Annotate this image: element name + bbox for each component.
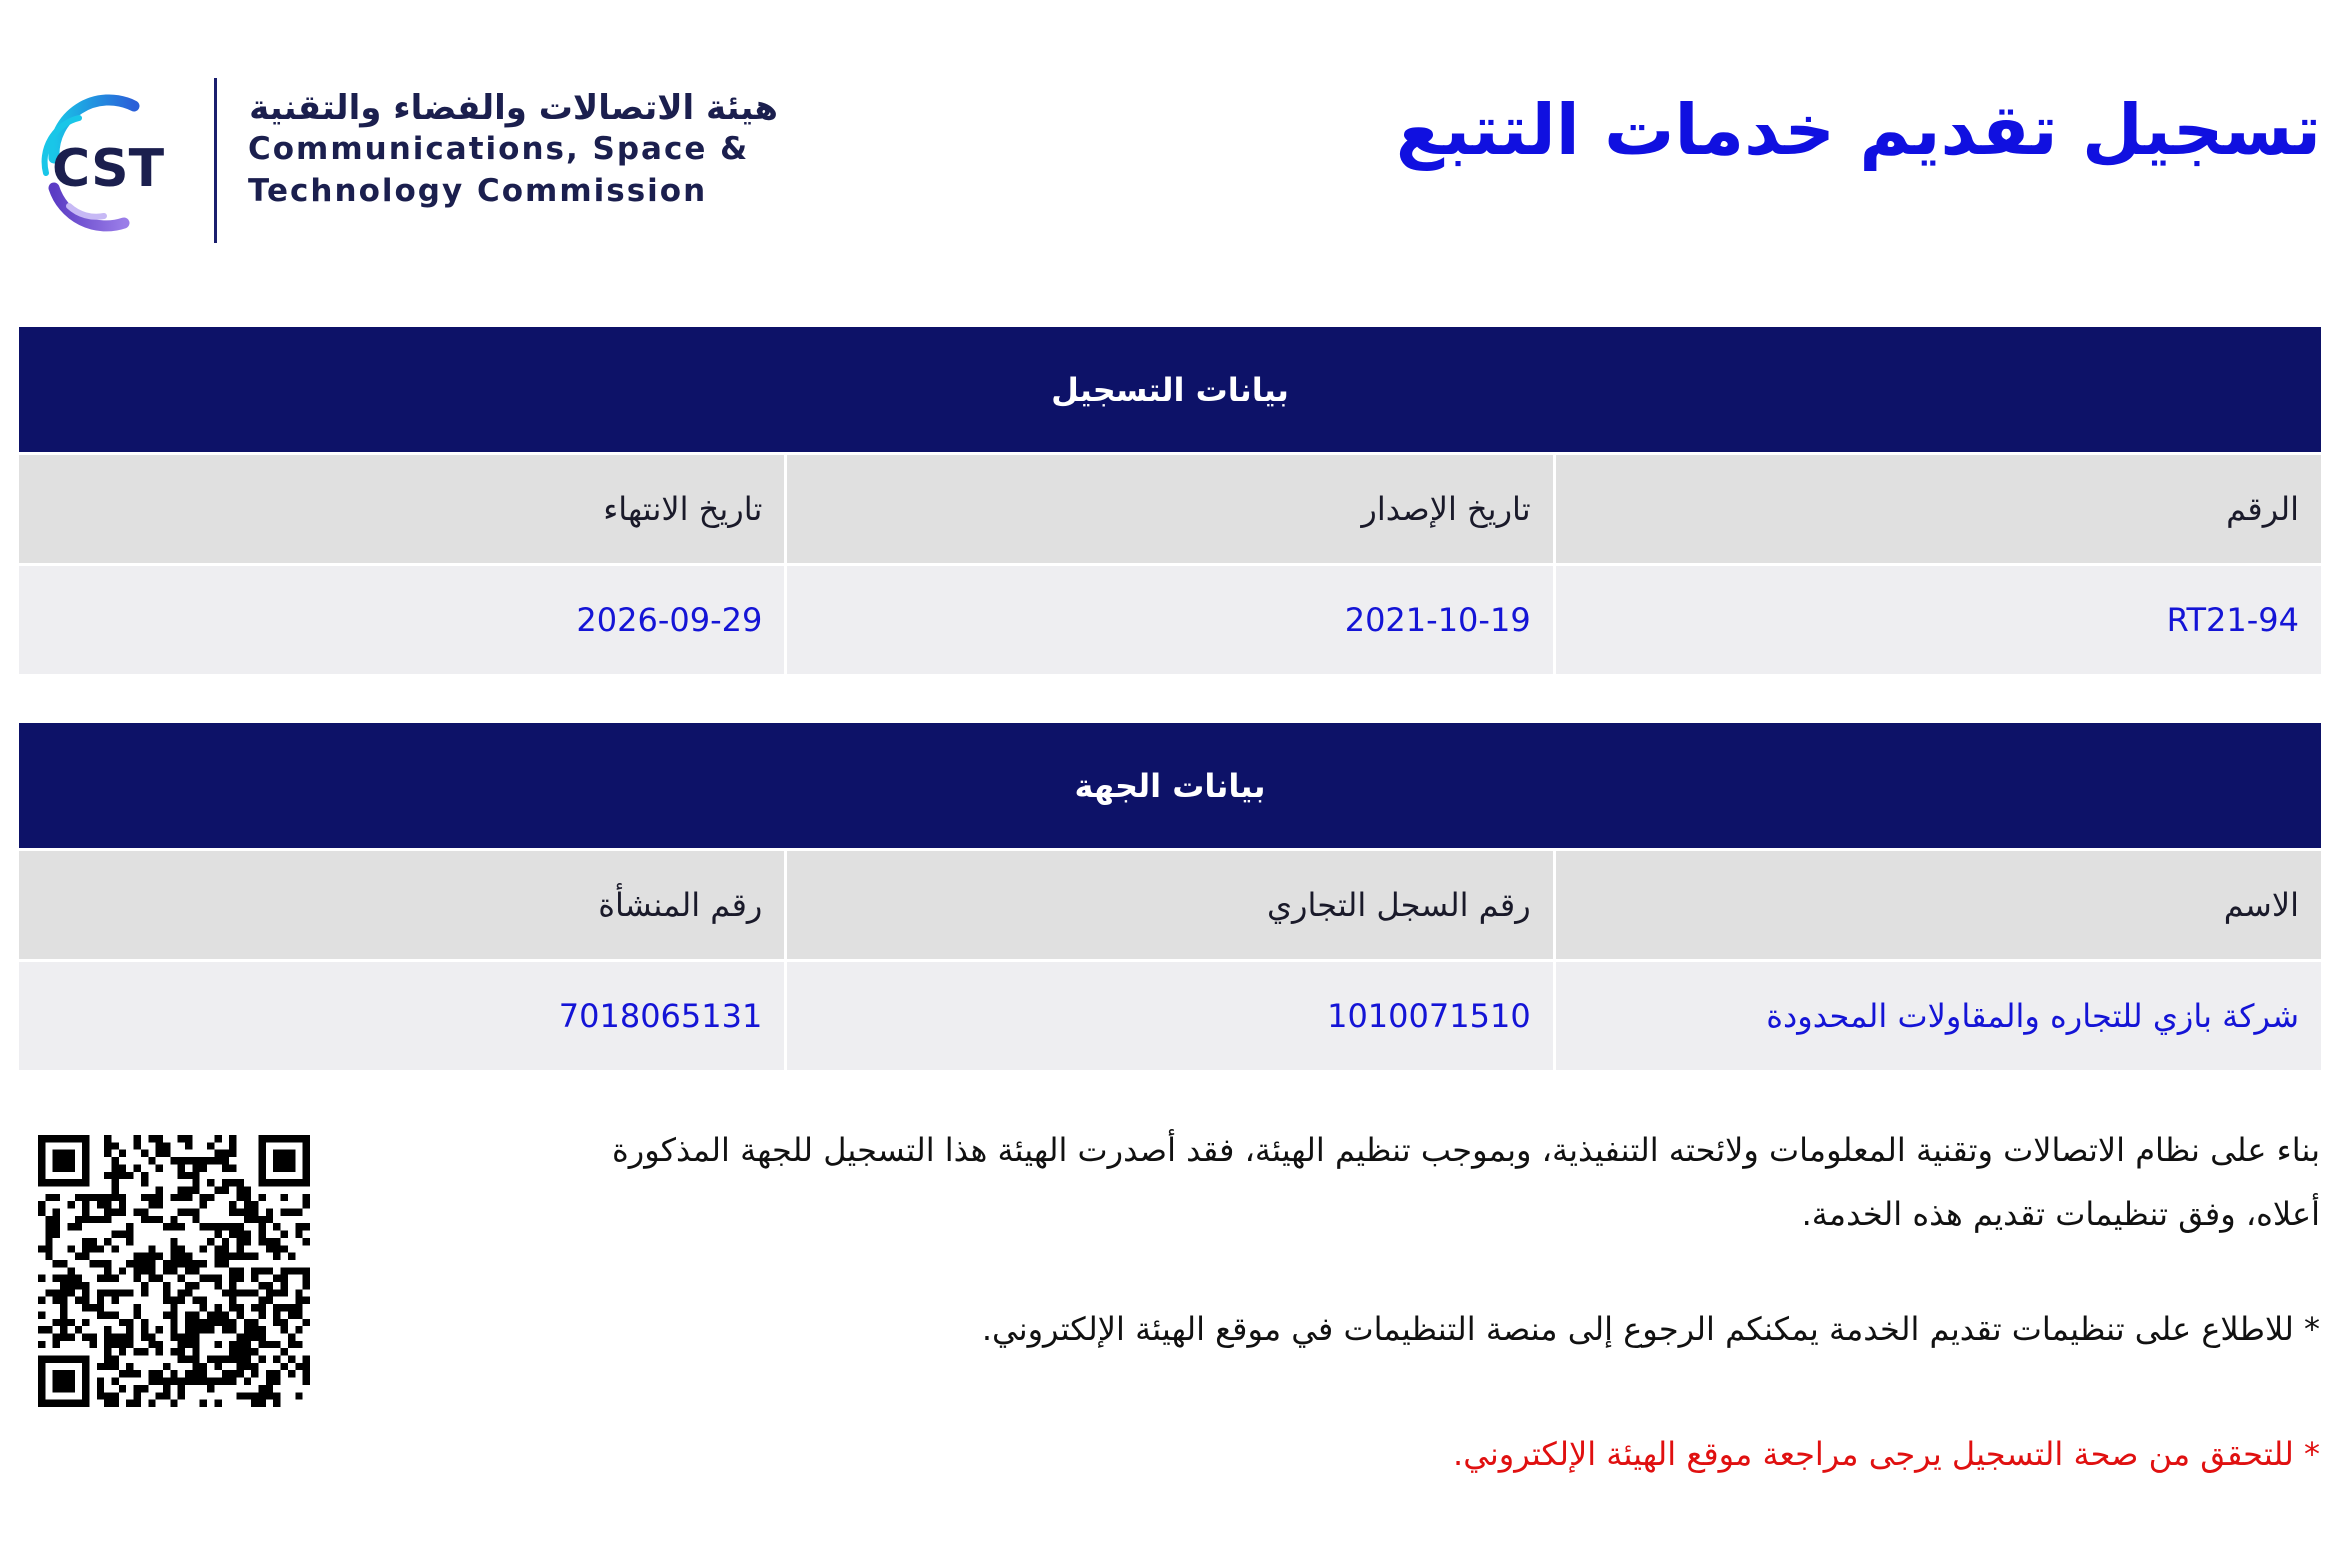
commercial-register-value: 1010071510 (784, 962, 1552, 1070)
expiry-date-label: تاريخ الانتهاء (603, 490, 763, 528)
registration-number-value: RT21-94 (1553, 566, 2321, 674)
logo-name-en-line2: Technology Commission (248, 172, 708, 209)
registration-label-row (19, 455, 2321, 566)
commercial-register-label: رقم السجل التجاري (784, 851, 1552, 959)
registration-table-heading: بيانات التسجيل (19, 327, 2321, 455)
registration-value-row (19, 566, 2321, 674)
logo-text (248, 88, 778, 212)
entity-label-row (19, 851, 2321, 962)
issue-date-label: تاريخ الإصدار (784, 455, 1552, 563)
registration-number-label: الرقم (1553, 455, 2321, 563)
cst-logo (24, 78, 784, 248)
regulations-note: * للاطلاع على تنظيمات تقديم الخدمة يمكنكم الرجوع إلى منصة التنظيمات في موقع الهيئة الإلكتروني. (981, 1310, 2320, 1348)
qr-code-icon (38, 1135, 310, 1407)
logo-name-ar: هيئة الاتصالات والفضاء والتقنية (249, 88, 778, 128)
establishment-number-label: رقم المنشأة (598, 886, 763, 924)
entity-name-label: الاسم (1553, 851, 2321, 959)
entity-table (19, 723, 2321, 1070)
entity-value-row (19, 962, 2321, 1070)
issue-date-value: 2021-10-19 (784, 566, 1552, 674)
cst-logo-icon (24, 88, 194, 238)
issuance-statement: بناء على نظام الاتصالات وتقنية المعلومات ولائحته التنفيذية، وبموجب تنظيم الهيئة، فقد أصدرت الهيئة هذا التسجيل للجهة المذكورة أعلاه، وفق تنظيمات تقديم هذه الخدمة. (612, 1131, 2320, 1233)
logo-mark-text: CST (52, 139, 165, 199)
verification-note: * للتحقق من صحة التسجيل يرجى مراجعة موقع الهيئة الإلكتروني. (1453, 1435, 2320, 1473)
entity-table-heading: بيانات الجهة (19, 723, 2321, 851)
expiry-date-value: 2026-09-29 (576, 601, 763, 639)
logo-divider (214, 78, 217, 243)
establishment-number-value: 7018065131 (558, 997, 763, 1035)
logo-name-en-line1: Communications, Space & (248, 130, 750, 167)
entity-name-value: شركة بازي للتجاره والمقاولات المحدودة (1553, 962, 2321, 1070)
page-title: تسجيل تقديم خدمات التتبع (1395, 89, 2321, 171)
registration-table (19, 327, 2321, 674)
